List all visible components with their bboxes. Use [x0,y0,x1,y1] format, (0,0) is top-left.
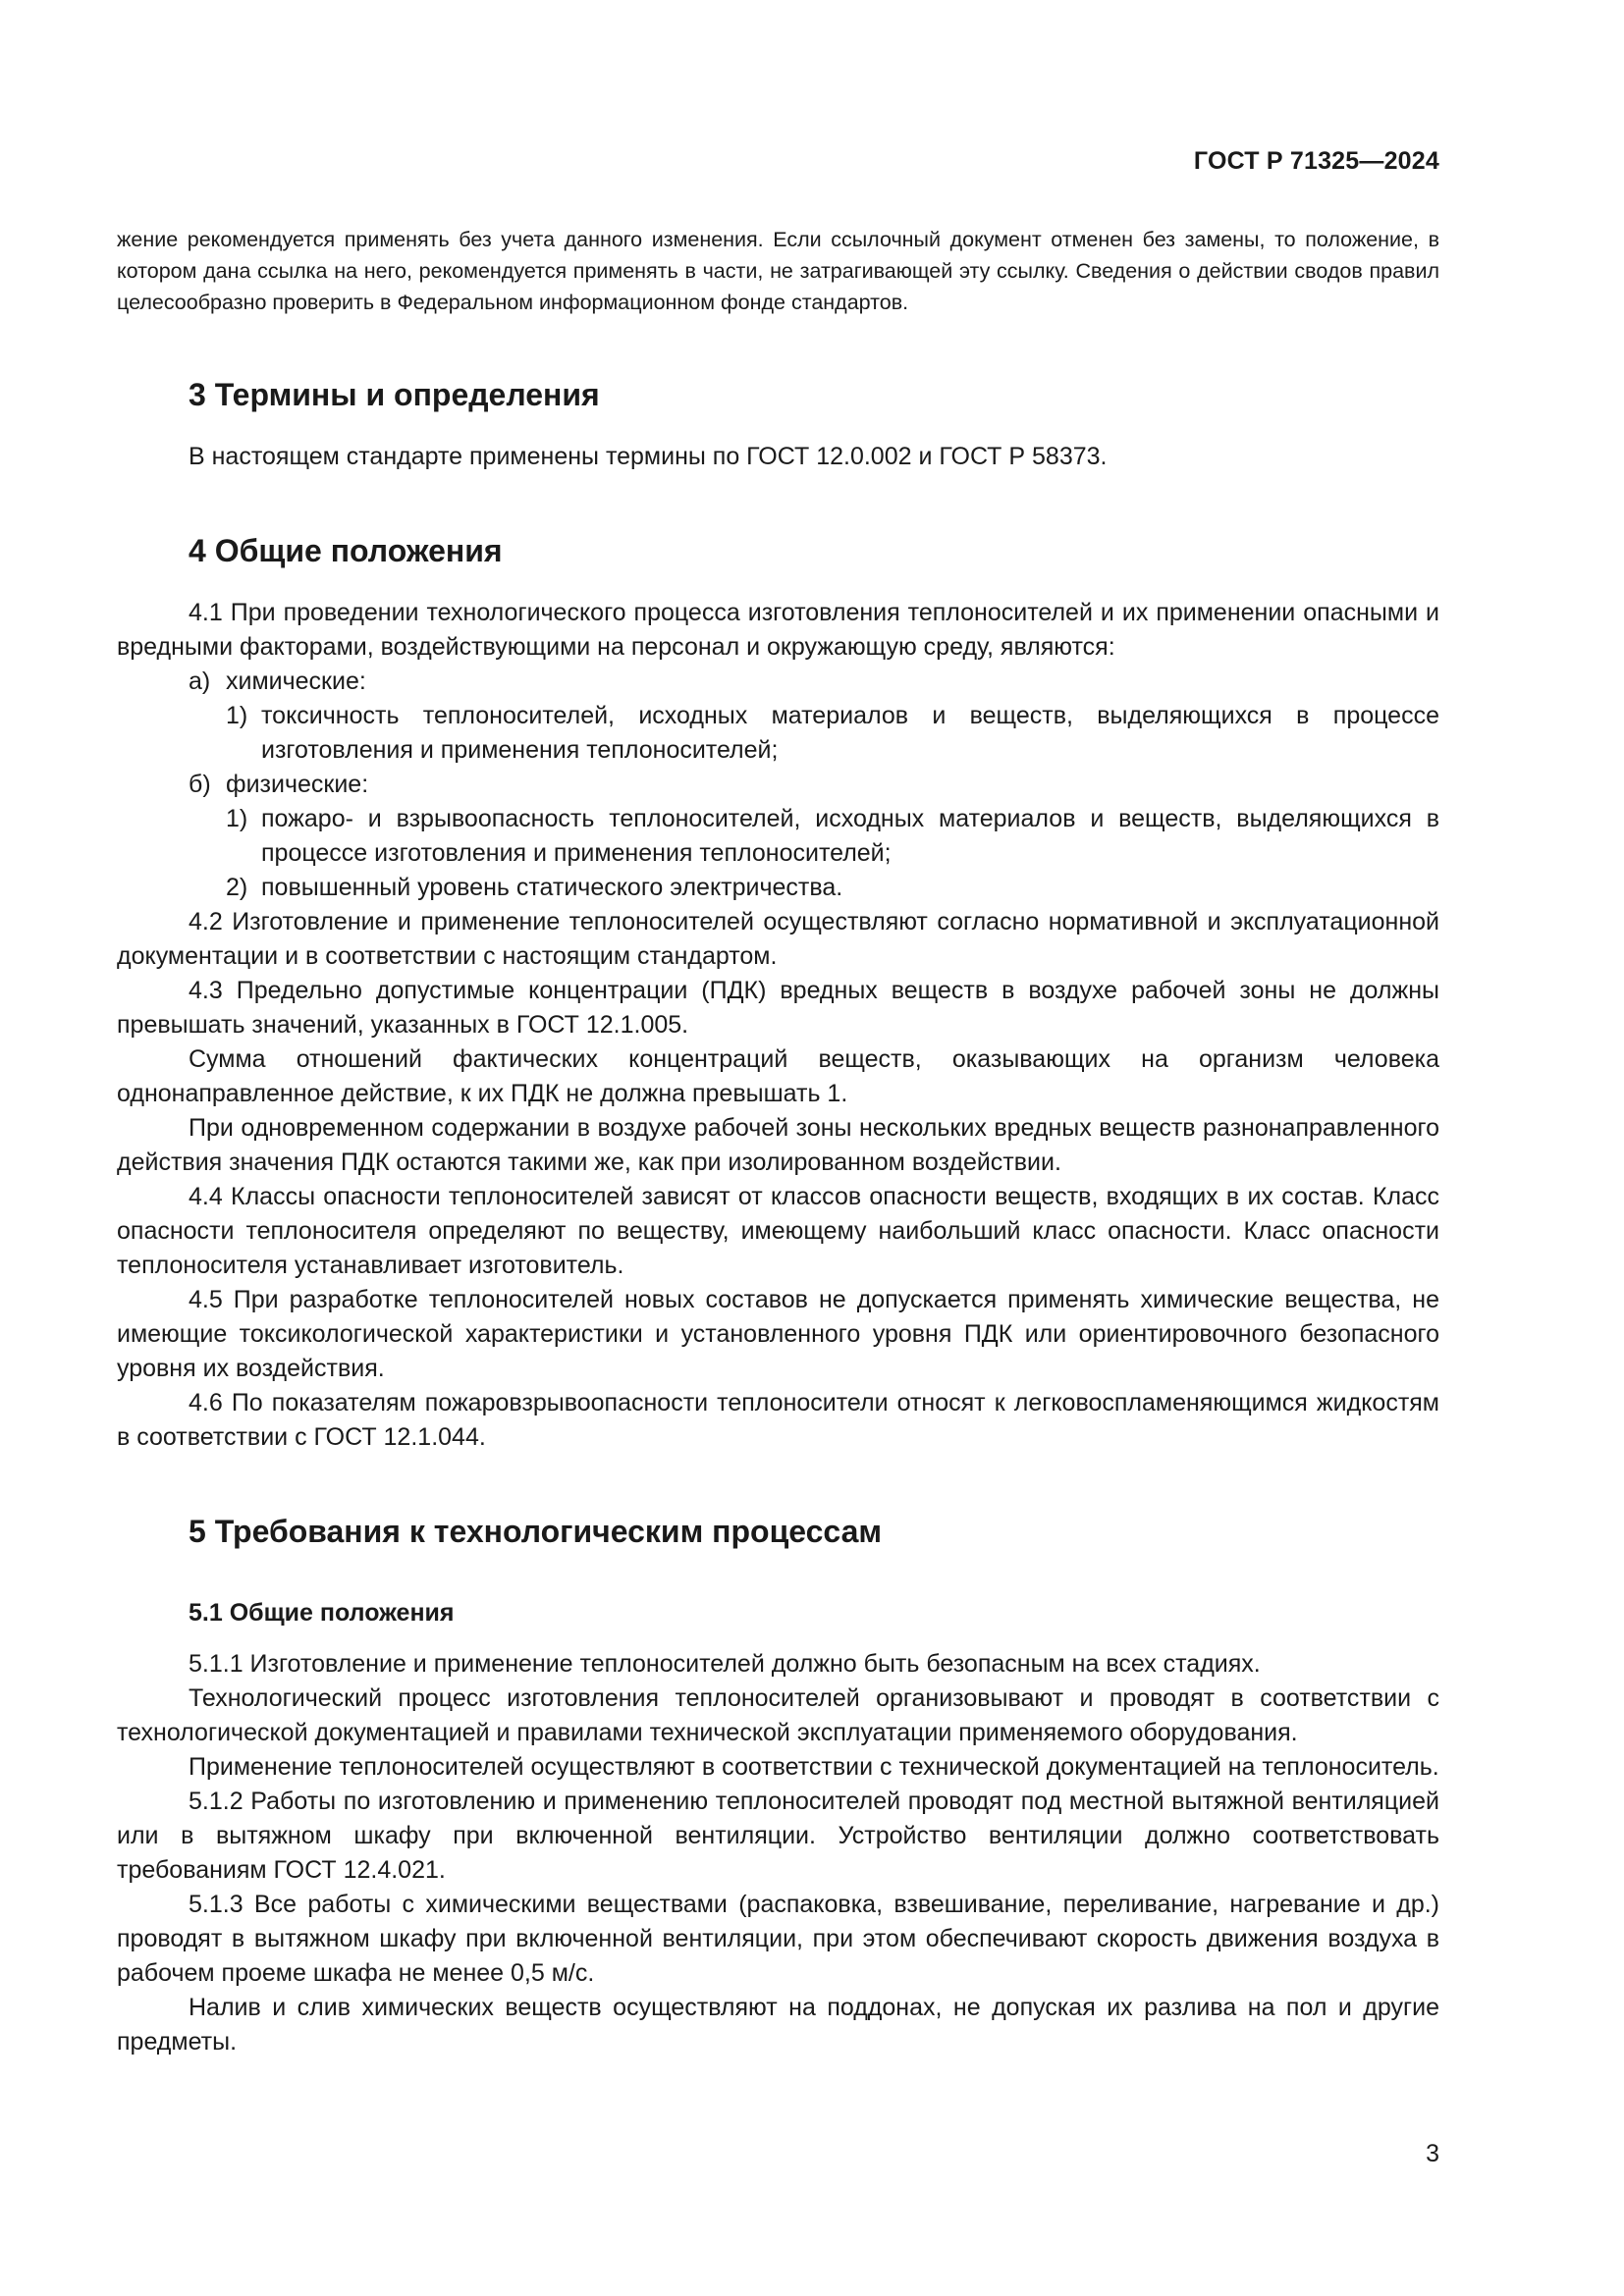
list-text: повышенный уровень статического электричества. [261,874,843,901]
list-item-b [117,768,1439,802]
paragraph-5-1-1: 5.1.1 Изготовление и применение теплоносителей должно быть безопасным на всех стадиях. [189,1650,1261,1678]
list-text: токсичность теплоносителей, исходных материалов и веществ, выделяющихся в процессе изготовления и применения теплоносителей; [261,702,1439,764]
list-item-b-1 [117,802,1439,871]
paragraph-5-1-1-b: Технологический процесс изготовления теплоносителей организовывают и проводят в соответствии с технологической документацией и правилами технической эксплуатации применяемого оборудования. [117,1684,1439,1746]
paragraph-5-1-1-c: Применение теплоносителей осуществляют в соответствии с технической документацией на теплоноситель. [189,1753,1439,1781]
paragraph-4-3-c: При одновременном содержании в воздухе рабочей зоны нескольких вредных веществ разнонаправленного действия значения ПДК остаются такими же, как при изолированном воздействии. [117,1114,1439,1176]
paragraph-5-1-3: 5.1.3 Все работы с химическими веществами (распаковка, взвешивание, переливание, нагревание и др.) проводят в вытяжном шкафу при включенной вентиляции, при этом обеспечивают скорость движения воздуха в рабочем проеме шкафа не менее 0,5 м/с. [117,1891,1439,1987]
list-label: 2) [226,874,248,901]
paragraph-4-3: 4.3 Предельно допустимые концентрации (ПДК) вредных веществ в воздухе рабочей зоны не должны превышать значений, указанных в ГОСТ 12.1.005. [117,977,1439,1039]
page-content [117,224,1439,2059]
list-label: а) [189,667,211,695]
paragraph-5-1-2: 5.1.2 Работы по изготовлению и применению теплоносителей проводят под местной вытяжной вентиляцией или в вытяжном шкафу при включенной вентиляции. Устройство вентиляции должно соответствовать требованиям ГОСТ 12.4.021. [117,1788,1439,1884]
paragraph-4-5: 4.5 При разработке теплоносителей новых составов не допускается применять химические вещества, не имеющие токсикологической характеристики и установленного уровня ПДК или ориентировочного безопасного уровня их воздействия. [117,1286,1439,1382]
paragraph-4-3-b: Сумма отношений фактических концентраций веществ, оказывающих на организм человека однонаправленное действие, к их ПДК не должна превышать 1. [117,1045,1439,1107]
subsection-5-1-title: 5.1 Общие положения [189,1599,455,1627]
list-item-b-2 [117,871,1439,905]
list-item-a [117,665,1439,699]
section-3-text: В настоящем стандарте применены термины по ГОСТ 12.0.002 и ГОСТ Р 58373. [189,443,1108,470]
paragraph-4-1: 4.1 При проведении технологического процесса изготовления теплоносителей и их применении опасными и вредными факторами, воздействующими на персонал и окружающую среду, являются: [117,599,1439,661]
paragraph-4-4: 4.4 Классы опасности теплоносителей зависят от классов опасности веществ, входящих в их состав. Класс опасности теплоносителя определяют по веществу, имеющему наибольший класс опасности. Класс опасности теплоносителя устанавливает изготовитель. [117,1183,1439,1279]
list-label: б) [189,771,211,798]
paragraph-4-2: 4.2 Изготовление и применение теплоносителей осуществляют согласно нормативной и эксплуатационной документации и в соответствии с настоящим стандартом. [117,908,1439,970]
document-id-header: ГОСТ Р 71325—2024 [1193,147,1439,175]
list-text: пожаро- и взрывоопасность теплоносителей, исходных материалов и веществ, выделяющихся в процессе изготовления и применения теплоносителей; [261,805,1439,867]
section-5-title: 5 Требования к технологическим процессам [189,1514,883,1549]
paragraph-5-1-3-b: Налив и слив химических веществ осуществляют на поддонах, не допуская их разлива на пол и другие предметы. [117,1994,1439,2056]
list-label: 1) [226,805,248,832]
list-text: химические: [226,667,366,695]
page-number: 3 [1426,2140,1439,2167]
section-3-title: 3 Термины и определения [189,377,600,412]
list-text: физические: [226,771,369,798]
list-label: 1) [226,702,248,729]
section-4-title: 4 Общие положения [189,533,503,568]
list-item-a-1 [117,699,1439,768]
intro-paragraph: жение рекомендуется применять без учета данного изменения. Если ссылочный документ отменен без замены, то положение, в котором дана ссылка на него, рекомендуется применять в части, не затрагивающей эту ссылку. Сведения о действии сводов правил целесообразно проверить в Федеральном информационном фонде стандартов. [117,228,1439,314]
paragraph-4-6: 4.6 По показателям пожаровзрывоопасности теплоносители относят к легковоспламеняющимся жидкостям в соответствии с ГОСТ 12.1.044. [117,1389,1439,1451]
